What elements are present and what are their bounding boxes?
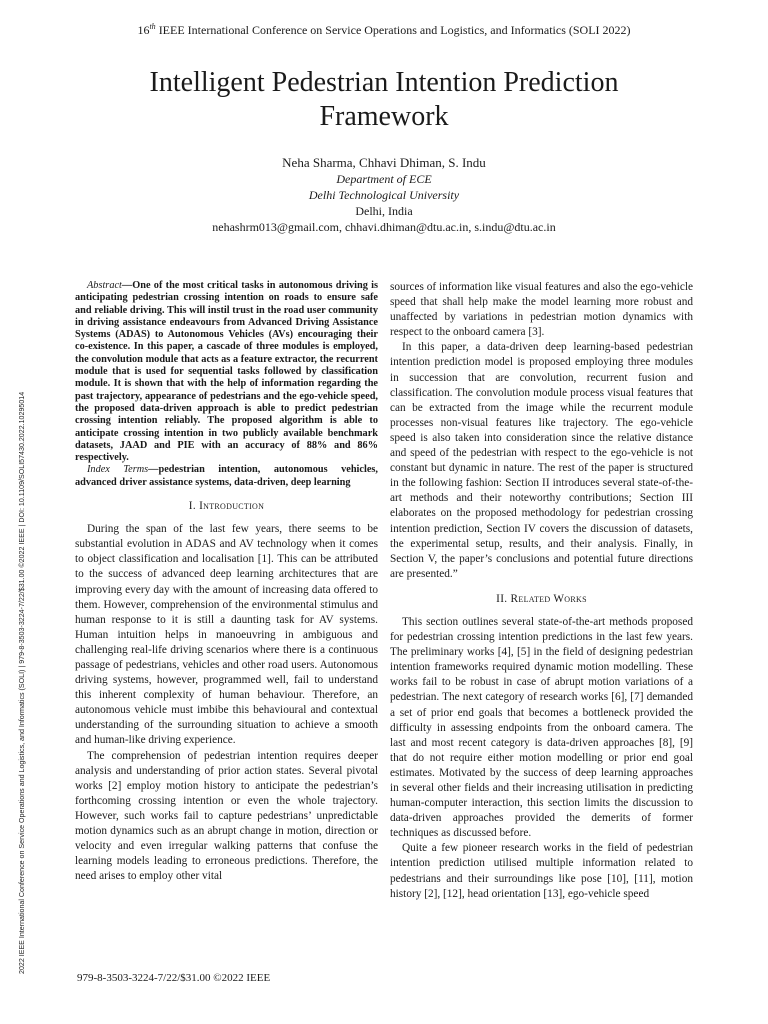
section-heading-related-works [390, 592, 693, 607]
section-title: Related Works [510, 592, 587, 605]
abstract-text: —One of the most critical tasks in autonomous driving is anticipating pedestrian crossing intention on roads to ensure safe and reliable driving. This will instil trust in the road user community in driving assistance endeavours from Advanced Driving Assistance Systems (ADAS) to Autonomous Vehicles (AVs) encouraging their co-existence. In this paper, a cascade of three modules is employed, the convolution module that acts as a feature extractor, the recurrent module that is used for sequential tasks followed by classification module. It is shown that with the help of information regarding the past trajectory, appearance of pedestrians and the ego-vehicle speed, the proposed data-driven approach is able to predict pedestrian crossing intention reliably. The proposed algorithm is able to anticipate crossing intention in two publicly available benchmark datasets, JAAD and PIE with an accuracy of 88% and 86% respectively. [75, 280, 378, 464]
abstract [75, 280, 378, 464]
author-location: Delhi, India [355, 204, 413, 218]
author-emails: nehashrm013@gmail.com, chhavi.dhiman@dtu.ac.in, s.indu@dtu.ac.in [212, 220, 556, 234]
paper-title: Intelligent Pedestrian Intention Prediction Framework [149, 67, 619, 132]
index-terms-label: Index Terms [87, 464, 149, 476]
section-numeral: I. [188, 500, 196, 513]
section-numeral: II. [496, 592, 508, 605]
conference-name: IEEE International Conference on Service Operations and Logistics, and Informatics (SOLI 2022) [158, 23, 631, 37]
copyright-footer: 979-8-3503-3224-7/22/$31.00 ©2022 IEEE [77, 972, 271, 984]
paragraph: In this paper, a data-driven deep learning-based pedestrian intention prediction model is proposed employing three modules in succession that are convolution, recurrent fusion and classification. The convolution module process visual features that can be extracted from the image while the recurrent module processes non-visual features like trajectory. The ego-vehicle speed is also taken into consideration since the relative distance and speed of the pedestrian with respect to the ego-vehicle is not constant but dynamic in nature. The rest of the paper is structured in the following fashion: Section II introduces several state-of-the-art methods and their noteworthy contributions; Section III elaborates on the proposed methodology for pedestrian crossing intention prediction, Section IV covers the discussion of datasets, the experimental setup, results, and their analysis. Finally, in Section V, the paper’s conclusions and potential future directions are presented.” [390, 341, 693, 580]
right-column [390, 280, 693, 902]
left-column [75, 280, 378, 884]
section-heading-introduction [75, 499, 378, 514]
abstract-label: Abstract [87, 280, 122, 291]
paragraph: Quite a few pioneer research works in the field of pedestrian intention prediction utilised multiple information related to pedestrians and their surroundings like pose [10], [11], motion history [2], [12], head orientation [13], ego-vehicle speed [390, 842, 693, 900]
author-block [84, 155, 684, 235]
author-university: Delhi Technological University [308, 188, 460, 202]
author-names: Neha Sharma, Chhavi Dhiman, S. Indu [282, 155, 486, 170]
ordinal-number: 16 [137, 23, 150, 37]
ordinal-suffix: th [149, 22, 156, 31]
author-department: Department of ECE [336, 172, 432, 186]
paragraph: sources of information like visual features and also the ego-vehicle speed that shall help make the model learning more robust and unaffected by variations in pedestrian motion dynamics with respect to the onboard camera [3]. [390, 281, 693, 339]
paragraph: During the span of the last few years, there seems to be substantial evolution in ADAS and AV technology when it comes to object classification and localisation [1]. This can be attributed to the success of advanced deep learning architectures that are improving every day with the amount of increasing data offered to them. However, comprehension of the environmental stimulus and human response to it is still a daunting task for AV systems. Human intuition helps in manoeuvring in ambiguous and challenging real-life driving scenarios where there is a continuous passage of pedestrians, vehicles and other road users. Autonomous driving systems, however, programmed well, fail to understand this inherent complexity of human behaviour. Therefore, an autonomous vehicle must imbibe this behavioural and contextual understanding of the surrounding situation to achieve a smooth and human-like driving experience. [75, 523, 378, 747]
index-terms-text: —pedestrian intention, autonomous vehicles, advanced driver assistance systems, data-driven, deep learning [75, 464, 378, 488]
side-identifier: 2022 IEEE International Conference on Service Operations and Logistics, and Informatics (SOLI) | 979-8-3503-3224-7/22/$31.00 ©2022 IEEE | DOI: 10.1109/SOLI57430.2022.10295014 [18, 391, 26, 974]
paragraph: This section outlines several state-of-the-art methods proposed for pedestrian crossing intention predictions in the last few years. The preliminary works [4], [5] in the field of designing pedestrian intention frameworks required dynamic motion modelling. These works fail to be robust in case of abrupt motion variations of a pedestrian. The next category of research works [6], [7] demanded a set of prior end goals that becomes a bottleneck provided the difficulty in assessing endpoints from the onboard camera. The last and most recent category is data-driven approaches [8], [9] that do not require either motion modelling or prior end goal estimates. Motivated by the success of deep learning approaches in several other fields and their increasing utilisation in predicting human-computer interaction, this section limits the discussion to data-driven approaches provided the demerits of former techniques as discussed before. [390, 615, 693, 840]
conference-header [0, 22, 768, 38]
section-title: Introduction [199, 500, 265, 513]
index-terms [75, 464, 378, 489]
paragraph: The comprehension of pedestrian intention requires deeper analysis and understanding of prior action states. Several pivotal works [2] employ motion history to anticipate the pedestrian’s forthcoming crossing intention or even the whole trajectory. However, such works fail to capture pedestrians’ unpredictable motion dynamics such as an abrupt change in motion, direction or velocity and even irregular walking patterns that confuse the learning models leading to erroneous predictions. Therefore, the need arises to employ other vital [75, 749, 378, 883]
